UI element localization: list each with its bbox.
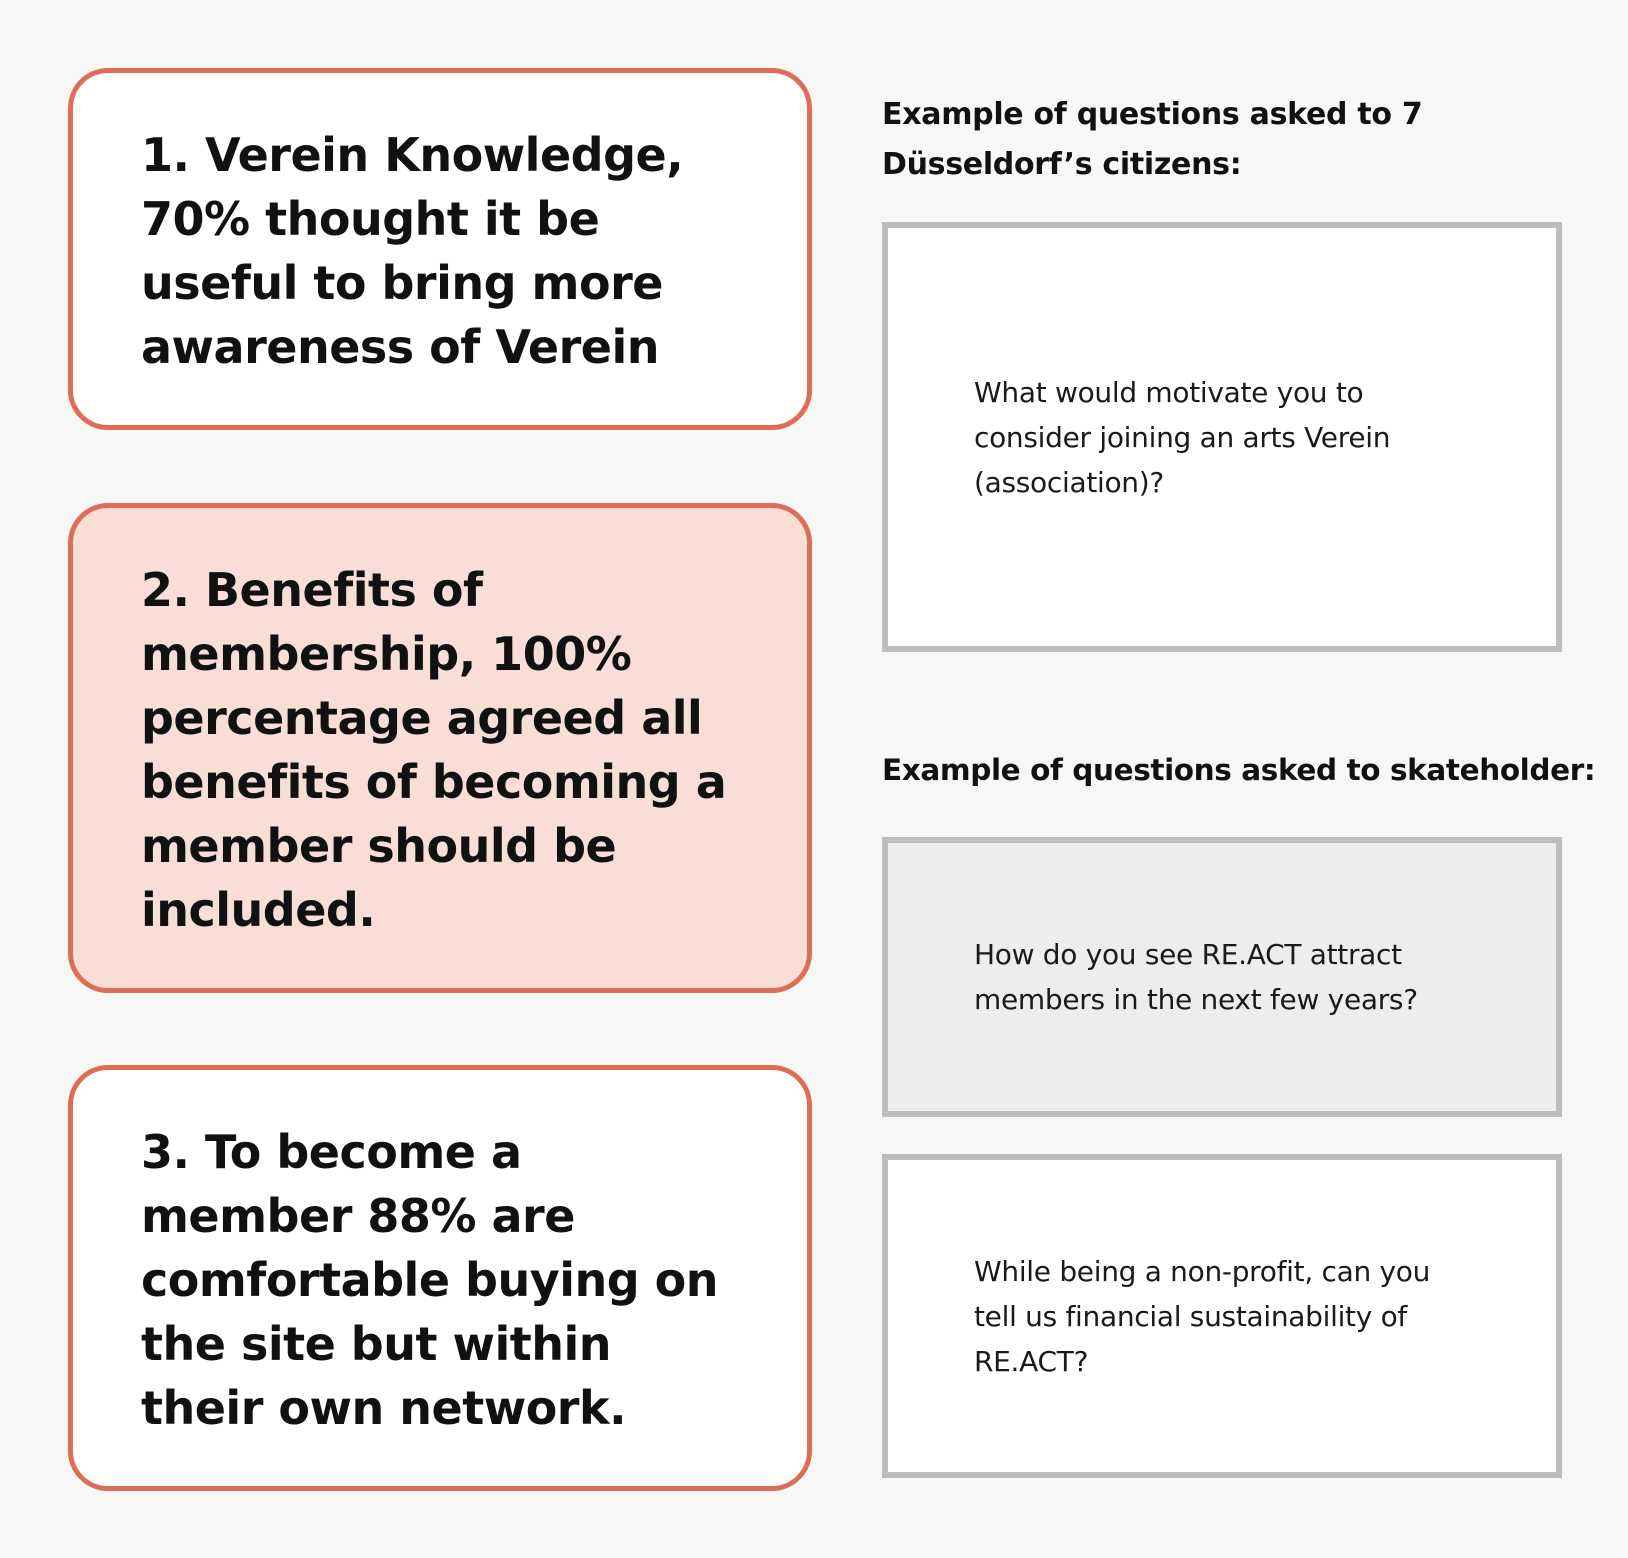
stakeholder-questions-heading: Example of questions asked to skateholder: <box>882 753 1596 787</box>
finding-text: 3. To become a member 88% are comfortable buying on the site but within their own network. <box>141 1125 719 1435</box>
citizens-questions-heading: Example of questions asked to 7 Düsseldorf’s citizens: <box>882 97 1423 182</box>
finding-text: 2. Benefits of membership, 100% percentage agreed all benefits of becoming a member should be included. <box>141 563 727 937</box>
stakeholder-question-box <box>882 1154 1562 1478</box>
question-text: What would motivate you to consider joining an arts Verein (association)? <box>974 375 1391 499</box>
stakeholder-question-box <box>882 837 1562 1117</box>
finding-card-verein-knowledge <box>68 68 812 430</box>
finding-card-benefits-of-membership <box>68 503 812 993</box>
finding-text: 1. Verein Knowledge, 70% thought it be useful to bring more awareness of Verein <box>141 128 684 374</box>
citizen-question-box <box>882 222 1562 652</box>
question-text: While being a non-profit, can you tell us financial sustainability of RE.ACT? <box>974 1254 1431 1378</box>
question-text: How do you see RE.ACT attract members in the next few years? <box>974 938 1418 1016</box>
finding-card-become-member <box>68 1065 812 1491</box>
